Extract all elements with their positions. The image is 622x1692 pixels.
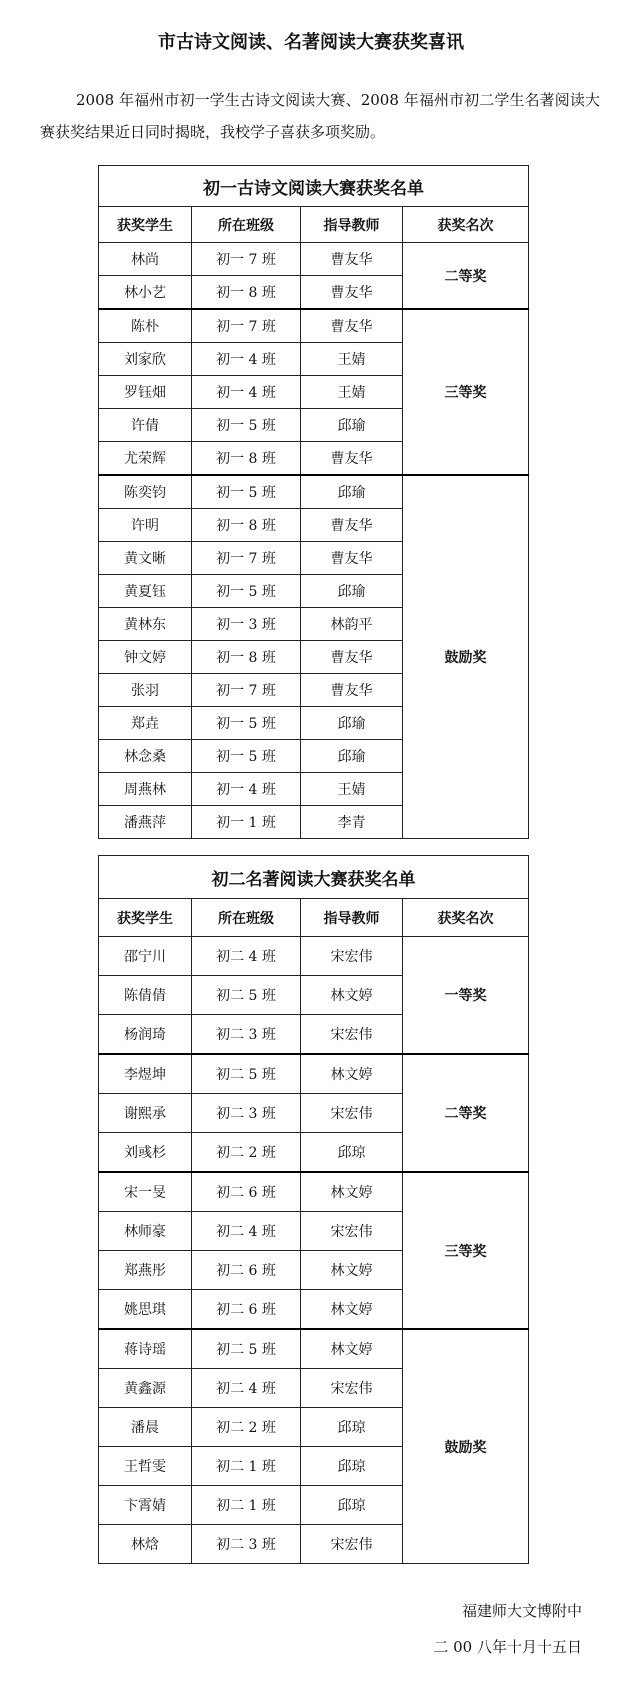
cell-class: 初二 2 班	[192, 1133, 301, 1173]
cell-teacher: 王婧	[301, 773, 403, 806]
cell-class: 初一 5 班	[192, 707, 301, 740]
cell-class: 初一 7 班	[192, 243, 301, 276]
cell-teacher: 曹友华	[301, 509, 403, 542]
signature-date: 二 00 八年十月十五日	[433, 1638, 582, 1656]
cell-teacher: 曹友华	[301, 442, 403, 476]
cell-student: 林小艺	[99, 276, 192, 310]
cell-class: 初二 3 班	[192, 1094, 301, 1133]
cell-prize: 二等奖	[403, 243, 529, 310]
cell-class: 初一 5 班	[192, 475, 301, 509]
cell-class: 初一 4 班	[192, 773, 301, 806]
intro-paragraph: 2008 年福州市初一学生古诗文阅读大赛、2008 年福州市初二学生名著阅读大赛获奖结果近日同时揭晓，我校学子喜获多项奖励。	[40, 91, 600, 141]
cell-class: 初一 8 班	[192, 509, 301, 542]
cell-student: 陈倩倩	[99, 976, 192, 1015]
cell-teacher: 宋宏伟	[301, 1015, 403, 1055]
cell-class: 初一 1 班	[192, 806, 301, 839]
cell-teacher: 宋宏伟	[301, 937, 403, 976]
cell-class: 初一 4 班	[192, 376, 301, 409]
cell-class: 初一 5 班	[192, 575, 301, 608]
cell-student: 潘燕萍	[99, 806, 192, 839]
column-header-class: 所在班级	[192, 207, 301, 243]
cell-student: 刘彧杉	[99, 1133, 192, 1173]
column-header-class: 所在班级	[192, 899, 301, 937]
cell-student: 黄林东	[99, 608, 192, 641]
cell-teacher: 林文婷	[301, 1329, 403, 1369]
cell-prize: 鼓励奖	[403, 475, 529, 839]
cell-student: 许明	[99, 509, 192, 542]
cell-teacher: 李青	[301, 806, 403, 839]
cell-teacher: 曹友华	[301, 309, 403, 343]
cell-student: 蒋诗瑶	[99, 1329, 192, 1369]
cell-student: 李煜坤	[99, 1054, 192, 1094]
cell-student: 黄夏钰	[99, 575, 192, 608]
cell-class: 初二 4 班	[192, 1369, 301, 1408]
cell-student: 杨润琦	[99, 1015, 192, 1055]
cell-teacher: 邱琼	[301, 1408, 403, 1447]
cell-prize: 三等奖	[403, 309, 529, 475]
cell-class: 初二 4 班	[192, 1212, 301, 1251]
cell-student: 林念桑	[99, 740, 192, 773]
cell-class: 初二 6 班	[192, 1290, 301, 1330]
cell-class: 初二 3 班	[192, 1015, 301, 1055]
table-row	[99, 309, 529, 343]
column-header-prize: 获奖名次	[403, 207, 529, 243]
cell-student: 黄鑫源	[99, 1369, 192, 1408]
cell-class: 初二 6 班	[192, 1251, 301, 1290]
cell-teacher: 曹友华	[301, 641, 403, 674]
cell-teacher: 邱瑜	[301, 575, 403, 608]
cell-class: 初一 4 班	[192, 343, 301, 376]
table-caption: 初一古诗文阅读大赛获奖名单	[99, 166, 529, 207]
cell-teacher: 曹友华	[301, 542, 403, 575]
cell-student: 罗钰畑	[99, 376, 192, 409]
cell-class: 初一 7 班	[192, 674, 301, 707]
cell-teacher: 王婧	[301, 376, 403, 409]
table-row	[99, 1172, 529, 1212]
column-header-prize: 获奖名次	[403, 899, 529, 937]
cell-class: 初一 8 班	[192, 276, 301, 310]
cell-teacher: 曹友华	[301, 674, 403, 707]
cell-student: 宋一旻	[99, 1172, 192, 1212]
cell-class: 初二 1 班	[192, 1486, 301, 1525]
cell-student: 钟文婷	[99, 641, 192, 674]
cell-student: 陈奕钧	[99, 475, 192, 509]
cell-student: 林尚	[99, 243, 192, 276]
cell-teacher: 林文婷	[301, 1172, 403, 1212]
cell-teacher: 邱琼	[301, 1133, 403, 1173]
cell-student: 黄文晰	[99, 542, 192, 575]
cell-student: 卞霄婧	[99, 1486, 192, 1525]
cell-teacher: 宋宏伟	[301, 1525, 403, 1564]
cell-teacher: 邱瑜	[301, 740, 403, 773]
cell-student: 王哲雯	[99, 1447, 192, 1486]
cell-class: 初一 8 班	[192, 641, 301, 674]
cell-teacher: 宋宏伟	[301, 1094, 403, 1133]
cell-class: 初二 3 班	[192, 1525, 301, 1564]
column-header-teacher: 指导教师	[301, 207, 403, 243]
cell-teacher: 林文婷	[301, 1251, 403, 1290]
cell-student: 周燕林	[99, 773, 192, 806]
cell-teacher: 林韵平	[301, 608, 403, 641]
cell-teacher: 邱琼	[301, 1486, 403, 1525]
cell-student: 陈朴	[99, 309, 192, 343]
cell-teacher: 宋宏伟	[301, 1212, 403, 1251]
cell-teacher: 邱琼	[301, 1447, 403, 1486]
table-row	[99, 1329, 529, 1369]
cell-prize: 鼓励奖	[403, 1329, 529, 1564]
cell-student: 郑燕彤	[99, 1251, 192, 1290]
cell-class: 初二 5 班	[192, 1054, 301, 1094]
table-row	[99, 1054, 529, 1094]
cell-student: 尤荣辉	[99, 442, 192, 476]
cell-student: 林师豪	[99, 1212, 192, 1251]
school-signature: 福建师大文博附中	[461, 1602, 582, 1620]
award-table-grade2	[98, 855, 529, 1564]
cell-student: 邵宁川	[99, 937, 192, 976]
cell-student: 潘晨	[99, 1408, 192, 1447]
cell-teacher: 林文婷	[301, 1290, 403, 1330]
cell-student: 郑垚	[99, 707, 192, 740]
column-header-student: 获奖学生	[99, 207, 192, 243]
cell-prize: 二等奖	[403, 1054, 529, 1172]
cell-teacher: 林文婷	[301, 1054, 403, 1094]
cell-class: 初一 7 班	[192, 309, 301, 343]
cell-student: 刘家欣	[99, 343, 192, 376]
cell-teacher: 曹友华	[301, 276, 403, 310]
cell-prize: 三等奖	[403, 1172, 529, 1329]
table-row	[99, 243, 529, 276]
cell-student: 许倩	[99, 409, 192, 442]
page-title: 市古诗文阅读、名著阅读大赛获奖喜讯	[158, 32, 464, 53]
table-caption: 初二名著阅读大赛获奖名单	[99, 856, 529, 899]
table-row	[99, 937, 529, 976]
award-table-grade1	[98, 165, 529, 839]
cell-class: 初一 7 班	[192, 542, 301, 575]
cell-class: 初二 4 班	[192, 937, 301, 976]
cell-class: 初二 1 班	[192, 1447, 301, 1486]
cell-teacher: 林文婷	[301, 976, 403, 1015]
cell-class: 初一 8 班	[192, 442, 301, 476]
cell-class: 初二 6 班	[192, 1172, 301, 1212]
cell-teacher: 邱瑜	[301, 707, 403, 740]
cell-student: 谢熙承	[99, 1094, 192, 1133]
cell-student: 张羽	[99, 674, 192, 707]
cell-teacher: 邱瑜	[301, 475, 403, 509]
cell-teacher: 王婧	[301, 343, 403, 376]
cell-student: 姚思琪	[99, 1290, 192, 1330]
cell-class: 初二 2 班	[192, 1408, 301, 1447]
cell-class: 初二 5 班	[192, 1329, 301, 1369]
cell-teacher: 曹友华	[301, 243, 403, 276]
column-header-teacher: 指导教师	[301, 899, 403, 937]
cell-class: 初二 5 班	[192, 976, 301, 1015]
cell-prize: 一等奖	[403, 937, 529, 1055]
cell-class: 初一 3 班	[192, 608, 301, 641]
table-row	[99, 475, 529, 509]
cell-student: 林焓	[99, 1525, 192, 1564]
cell-class: 初一 5 班	[192, 409, 301, 442]
cell-class: 初一 5 班	[192, 740, 301, 773]
column-header-student: 获奖学生	[99, 899, 192, 937]
cell-teacher: 宋宏伟	[301, 1369, 403, 1408]
cell-teacher: 邱瑜	[301, 409, 403, 442]
